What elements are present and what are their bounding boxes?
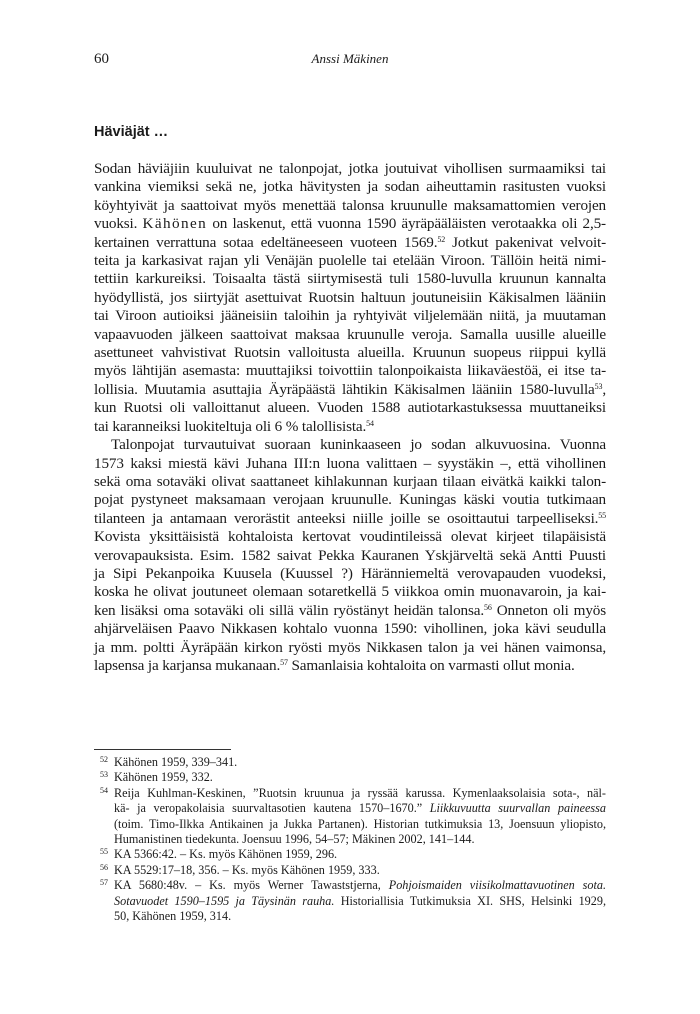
footnote-number: 53 [100, 770, 108, 780]
body-text-run: lapsensa ja karjansa mukanaan. [94, 656, 281, 674]
body-text-run: on laskenut, että vuonna 1590 äyräpääläisten verotaakka oli 2,5- [212, 215, 606, 233]
author-name-spaced: Kähönen [142, 215, 208, 233]
body-line: köyhtyivät ja saattoivat myös menettää talonsa kruunulle maksamattomien verojen [94, 196, 606, 214]
body-line: Kovista yksittäisistä kohtaloista kertovat voudintileissä olevat kirjeet tilapäisistä [94, 528, 606, 546]
body-line: vankina viemiksi sekä ne, jotka hävitysten ja sodan aiheuttamin rasitusten vuoksi [94, 178, 606, 196]
body-line [94, 234, 606, 252]
body-line: Sodan häviäjiin kuuluivat ne talonpojat, jotka joutuivat vihollisen surmaamiksi tai [94, 160, 606, 177]
body-line: ja mm. poltti Äyräpään kirkon ryösti myös Nikkasen talon ja vei hänen vaimonsa, [94, 638, 606, 656]
footnote-ref: 56 [483, 602, 492, 612]
body-line: verovapauksista. Esim. 1582 saivat Pekka Kauranen Yskjärveltä sekä Antti Puusti [94, 546, 606, 564]
footnote-text [114, 894, 606, 909]
body-text-run: Samanlaisia kohtaloita on varmasti ollut monia. [287, 656, 575, 674]
body-line [94, 602, 606, 620]
footnote-text [114, 801, 606, 816]
body-line: asettuneet vahvistivat Ruotsin valloitusta alueilla. Kruunun suopeus riippui kyllä [94, 344, 606, 362]
footnote-number: 52 [100, 755, 108, 764]
footnote-title-italic: Pohjoismaiden viisikolmattavuotinen sota. [388, 878, 606, 893]
body-line: koska he olivat joutuneet olemaan sotaretkellä 5 viikkoa omin muonavaroin, ja kai- [94, 583, 606, 601]
body-text [94, 160, 606, 675]
footnote-56 [94, 863, 606, 878]
body-line [94, 381, 606, 399]
footnote-text: KA 5366:42. – Ks. myös Kähönen 1959, 296. [114, 847, 338, 862]
body-line: hyödyllistä, jos siirtyjät asettuivat Ruotsin haltuun joutuneisiin Käkisalmen lääniin [94, 288, 606, 306]
body-text-run: Onneton oli myös [491, 601, 606, 619]
footnote-ref: 53 [594, 381, 603, 391]
footnote-54 [94, 786, 606, 848]
footnote-divider [94, 749, 231, 750]
body-text-run: tilanteen ja antamaan verorästit anteeksi niille joille se osoittautui tarpeelliseksi. [94, 509, 599, 527]
footnote-text: 50, Kähönen 1959, 314. [114, 909, 232, 924]
footnote-text: Humanistinen tiedekunta. Joensuu 1996, 54–57; Mäkinen 2002, 141–144. [114, 832, 475, 847]
footnote-ref: 55 [598, 510, 606, 520]
body-line: teita ja karkasivat rajan yli Venäjän puolelle tai etelään Viroon. Tällöin heitä nimi- [94, 252, 606, 270]
page-number: 60 [94, 51, 109, 67]
body-line [94, 418, 606, 436]
section-heading: Häviäjät … [94, 124, 169, 140]
body-text-run: ken lisäksi oma sotaväki oli sillä välin ryöstänyt heidän talonsa. [94, 601, 484, 619]
body-text-run: , [602, 380, 606, 398]
footnote-ref: 54 [366, 418, 374, 428]
footnote-title-italic: Liikkuvuutta suurvallan paineessa [429, 801, 606, 816]
body-line [94, 657, 606, 675]
body-line: Talonpojat turvautuivat suoraan kuninkaaseen jo sodan alkuvuosina. Vuonna [111, 436, 606, 454]
body-line: tettiin karkureiksi. Toisaalta tästä siirtymisestä tuli 1580-luvulla kruunun kannalta [94, 270, 606, 288]
body-text-run: kertainen verrattuna sotaa edeltäneeseen vuoteen 1569. [94, 233, 438, 251]
footnote-text: (toim. Timo-Ilkka Antikainen ja Jukka Partanen). Historian tutkimuksia 13, Joensuun yliopisto, [114, 816, 606, 831]
footnote-52 [94, 755, 606, 770]
body-text-run: Jotkut pakenivat velvoit- [445, 233, 606, 251]
body-line: ja Sipi Pekanpoika Kuusela (Kuussel ?) Häränniemeltä verovapauden vuodeksi, [94, 564, 606, 582]
body-line [94, 510, 606, 528]
body-line: vapaavuoden jälkeen saattoivat maksaa kruunulle veroja. Samalla uusille alueille [94, 325, 606, 343]
footnote-55 [94, 847, 606, 862]
footnote-text: Reija Kuhlman-Keskinen, ”Ruotsin kruunua ja ryssää karussa. Kymenlaaksolaisia sota-, näl- [114, 785, 606, 800]
body-line: pojat pystyneet maksamaan verojaan kruunulle. Kuningas käski voutia tutkimaan [94, 491, 606, 509]
body-line: ahjärveläisen Paavo Nikkasen kohtalo vuonna 1590: vihollinen, joka kävi seudulla [94, 620, 606, 638]
running-head-author: Anssi Mäkinen [311, 51, 389, 66]
footnote-text-run: Historiallisia Tutkimuksia XI. SHS, Helsinki 1929, [334, 893, 606, 908]
footnotes [94, 755, 606, 924]
footnote-title-italic: Sotavuodet 1590–1595 ja Täysinän rauha. [114, 893, 335, 908]
footnote-text-run: kä- ja veropakolaisia suurvaltasotien kautena 1570–1670.” [114, 801, 430, 816]
footnote-text: Kähönen 1959, 339–341. [114, 755, 238, 769]
footnote-53 [94, 770, 606, 785]
body-line: myös lähtijän asemasta: muuttajiksi toivottiin talonpoikaista liikaväestöä, ei itse ta- [94, 362, 606, 380]
footnote-number: 56 [100, 862, 108, 872]
footnote-ref: 57 [280, 657, 288, 667]
body-line: sekä oma sotaväki olivat saattaneet kihlakunnan kurjaan tilaan eivätkä kaikki talon- [94, 472, 606, 490]
body-line: 1573 kaksi miestä kävi Juhana III:n luona valittaen – syystäkin –, että vihollinen [94, 454, 606, 472]
footnote-number: 55 [100, 847, 108, 857]
footnote-text [114, 878, 606, 893]
footnote-ref: 52 [437, 234, 446, 244]
footnote-text-run: KA 5680:48v. – Ks. myös Werner Tawaststjerna, [114, 878, 389, 893]
footnote-text: KA 5529:17–18, 356. – Ks. myös Kähönen 1959, 333. [114, 862, 380, 877]
body-line: kun Ruotsi oli valloittanut alueen. Vuoden 1588 autiotarkastuksessa muuttaneiksi [94, 399, 606, 417]
footnote-number: 54 [100, 785, 108, 795]
body-text-run: vuoksi. [94, 215, 138, 233]
footnote-57 [94, 878, 606, 924]
body-text-run: tai karanneiksi luokiteltuja oli 6 % talollisista. [94, 417, 367, 435]
body-line: tai Viroon autioiksi jääneisiin taloihin ja ryhtyivät viljelemään niitä, ja muutaman [94, 307, 606, 325]
footnote-text: Kähönen 1959, 332. [114, 770, 213, 785]
body-text-run: lollisia. Muutamia asuttajia Äyräpäästä lähtikin Käkisalmen lääniin 1580-luvulla [94, 380, 595, 398]
body-line [94, 215, 606, 233]
footnote-number: 57 [100, 878, 108, 888]
